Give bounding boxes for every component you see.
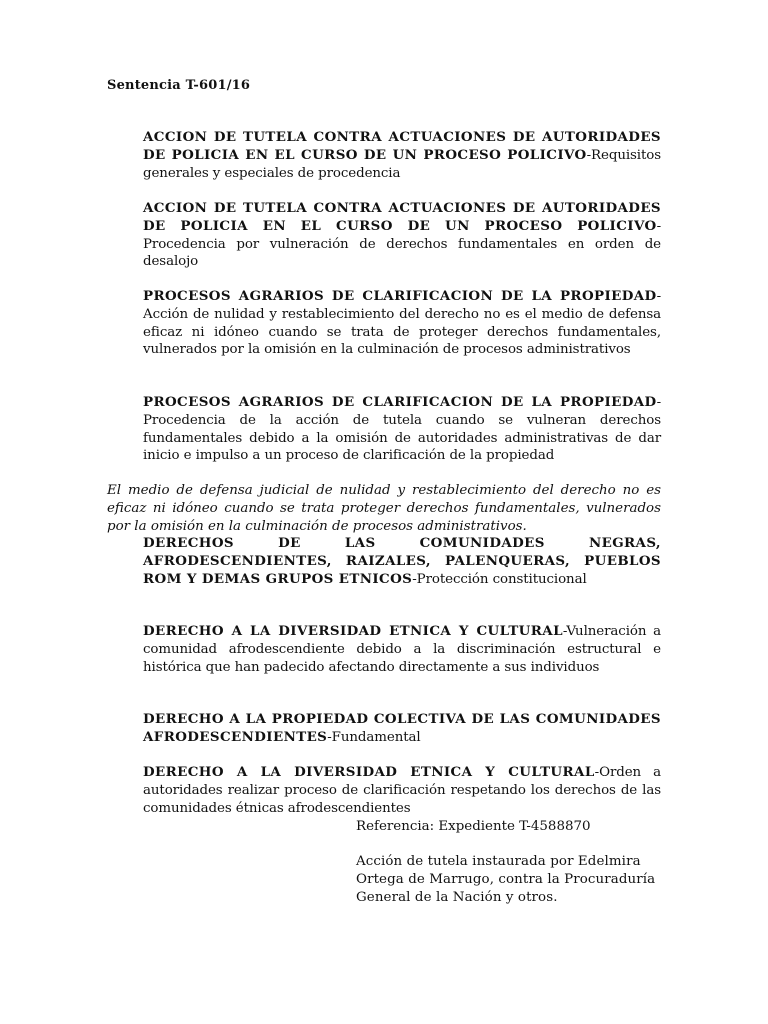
descriptor-text: -Fundamental	[327, 729, 421, 745]
descriptor-heading: ACCION DE TUTELA CONTRA ACTUACIONES DE AUTORIDADES DE POLICIA EN EL CURSO DE UN PROCESO POLICIVO	[143, 200, 661, 234]
descriptor-heading: PROCESOS AGRARIOS DE CLARIFICACION DE LA PROPIEDAD	[143, 394, 657, 410]
descriptor-heading: DERECHO A LA DIVERSIDAD ETNICA Y CULTURAL	[143, 623, 563, 639]
descriptor-heading: DERECHO A LA PROPIEDAD COLECTIVA DE LAS COMUNIDADES AFRODESCENDIENTES	[143, 711, 661, 745]
descriptor-heading: DERECHOS DE LAS COMUNIDADES NEGRAS, AFRODESCENDIENTES, RAIZALES, PALENQUERAS, PUEBLOS ROM Y DEMAS GRUPOS ETNICOS	[143, 535, 661, 587]
case-reference: Referencia: Expediente T-4588870	[356, 819, 591, 834]
descriptor-paragraph	[143, 200, 661, 271]
descriptor-paragraph	[143, 288, 661, 359]
descriptor-paragraph	[143, 623, 661, 676]
descriptor-text: -Requisitos generales y especiales de procedencia	[143, 147, 661, 181]
descriptor-heading: DERECHO A LA DIVERSIDAD ETNICA Y CULTURAL	[143, 764, 595, 780]
descriptor-paragraph	[143, 129, 661, 182]
descriptor-text: -Acción de nulidad y restablecimiento del derecho no es el medio de defensa eficaz ni idóneo cuando se trata de proteger derechos fundamentales, vulnerados por la omisión en la culminación de procesos administrativos	[143, 289, 661, 358]
descriptor-text: -Vulneración a comunidad afrodescendiente debido a la discriminación estructural e histórica que han padecido afectando directamente a sus individuos	[143, 624, 661, 675]
descriptor-text: -Orden a autoridades realizar proceso de clarificación respetando los derechos de las comunidades étnicas afrodescendientes	[143, 765, 662, 816]
descriptor-heading: PROCESOS AGRARIOS DE CLARIFICACION DE LA PROPIEDAD	[143, 288, 657, 304]
descriptor-paragraph	[143, 711, 661, 747]
descriptor-heading: ACCION DE TUTELA CONTRA ACTUACIONES DE AUTORIDADES DE POLICIA EN EL CURSO DE UN PROCESO POLICIVO	[143, 129, 661, 163]
descriptor-paragraph	[143, 764, 661, 817]
descriptor-text: -Procedencia por vulneración de derechos fundamentales en orden de desalojo	[143, 218, 661, 270]
document-title: Sentencia T-601/16	[107, 78, 251, 93]
italic-note: El medio de defensa judicial de nulidad y restablecimiento del derecho no es eficaz ni idóneo cuando se trata proteger derechos fundamentales, vulnerados por la omisión en la culminación de procesos administrativos.	[107, 483, 661, 534]
descriptor-paragraph	[143, 394, 661, 465]
descriptor-paragraph	[143, 535, 661, 588]
descriptor-text: -Procedencia de la acción de tutela cuando se vulneran derechos fundamentales debido a la omisión de autoridades administrativas de dar inicio e impulso a un proceso de clarificación de la propiedad	[143, 395, 661, 464]
action-description: Acción de tutela instaurada por Edelmira Ortega de Marrugo, contra la Procuraduría General de la Nación y otros.	[356, 854, 656, 905]
descriptor-text: -Protección constitucional	[412, 571, 587, 587]
